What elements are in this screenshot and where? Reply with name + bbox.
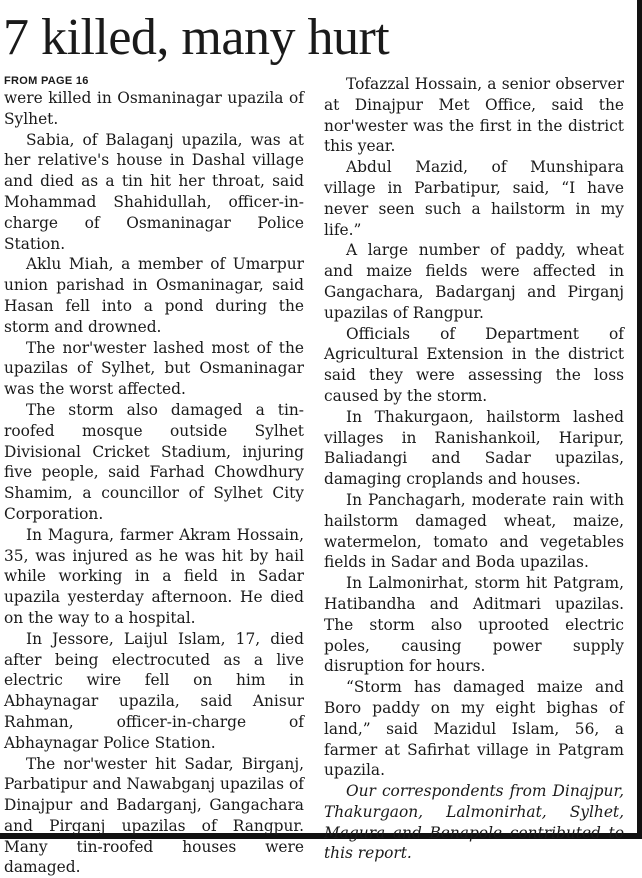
contributor-credit: Our correspondents from Dinajpur, Thakurgaon, Lalmonirhat, Sylhet, Magura and Benapole contributed to this report. <box>324 781 624 864</box>
paragraph: A large number of paddy, wheat and maize fields were affected in Gangachara, Badarganj and Pirganj upazilas of Rangpur. <box>324 240 624 323</box>
paragraph: Abdul Mazid, of Munshipara village in Parbatipur, said, “I have never seen such a hailstorm in my life.” <box>324 157 624 240</box>
paragraph: The storm also damaged a tin-roofed mosque outside Sylhet Divisional Cricket Stadium, injuring five people, said Farhad Chowdhury Shamim, a councillor of Sylhet City Corporation. <box>4 400 304 525</box>
paragraph: Sabia, of Balaganj upazila, was at her relative's house in Dashal village and died as a tin hit her throat, said Mohammad Shahidullah, officer-in-charge of Osmaninagar Police Station. <box>4 130 304 255</box>
headline: 7 killed, many hurt <box>3 10 389 66</box>
article-body <box>4 71 624 833</box>
paragraph: Aklu Miah, a member of Umarpur union parishad in Osmaninagar, said Hasan fell into a pond during the storm and drowned. <box>4 254 304 337</box>
paragraph: In Lalmonirhat, storm hit Patgram, Hatibandha and Aditmari upazilas. The storm also uprooted electric poles, causing power supply disruption for hours. <box>324 573 624 677</box>
paragraph: Tofazzal Hossain, a senior observer at Dinajpur Met Office, said the nor'wester was the first in the district this year. <box>324 74 624 157</box>
page-border-right <box>637 0 642 839</box>
paragraph: Officials of Department of Agricultural Extension in the district said they were assessing the loss caused by the storm. <box>324 324 624 407</box>
paragraph: were killed in Osmaninagar upazila of Sylhet. <box>4 88 304 130</box>
paragraph: In Magura, farmer Akram Hossain, 35, was injured as he was hit by hail while working in a field in Sadar upazila yesterday afternoon. He died on the way to a hospital. <box>4 525 304 629</box>
paragraph: In Thakurgaon, hailstorm lashed villages in Ranishankoil, Haripur, Baliadangi and Sadar upazilas, damaging croplands and houses. <box>324 407 624 490</box>
paragraph: In Panchagarh, moderate rain with hailstorm damaged wheat, maize, watermelon, tomato and vegetables fields in Sadar and Boda upazilas. <box>324 490 624 573</box>
left-column <box>4 71 304 878</box>
paragraph: “Storm has damaged maize and Boro paddy on my eight bighas of land,” said Mazidul Islam, 56, a farmer at Safirhat village in Patgram upazila. <box>324 677 624 781</box>
paragraph: In Jessore, Laijul Islam, 17, died after being electrocuted as a live electric wire fell on him in Abhaynagar upazila, said Anisur Rahman, officer-in-charge of Abhaynagar Police Station. <box>4 629 304 754</box>
paragraph: The nor'wester lashed most of the upazilas of Sylhet, but Osmaninagar was the worst affected. <box>4 338 304 400</box>
paragraph: The nor'wester hit Sadar, Birganj, Parbatipur and Nawabganj upazilas of Dinajpur and Badarganj, Gangachara and Pirganj upazilas of Rangpur. Many tin-roofed houses were damaged. <box>4 754 304 878</box>
continuation-kicker: FROM PAGE 16 <box>4 74 304 88</box>
right-column <box>324 74 624 864</box>
